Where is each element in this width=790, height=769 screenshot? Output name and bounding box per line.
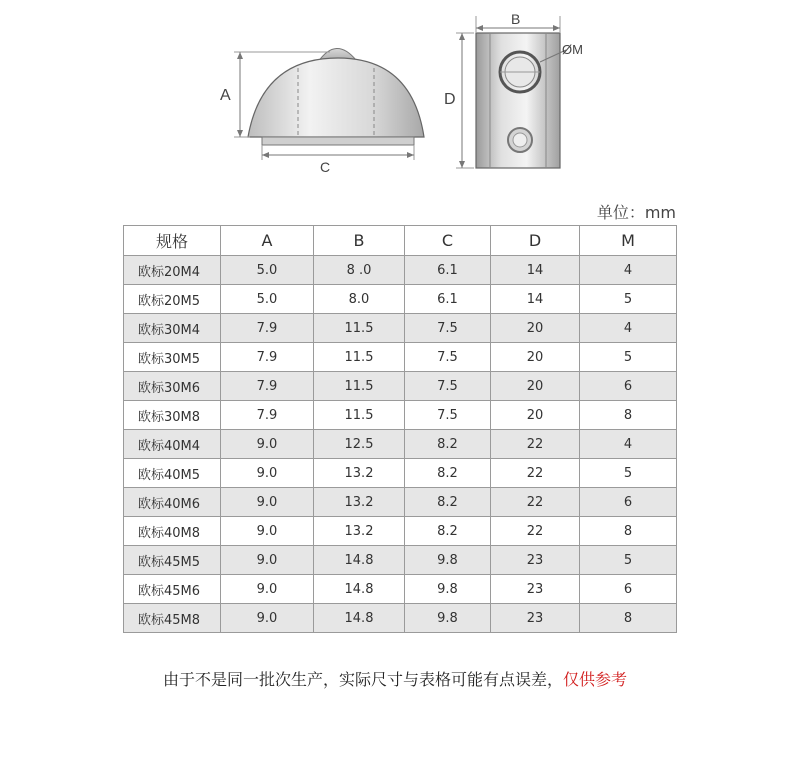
disclaimer-highlight: 仅供参考 xyxy=(563,670,628,689)
dome-body xyxy=(248,58,424,137)
cell-m: 6 xyxy=(580,488,677,517)
cell-m: 5 xyxy=(580,285,677,314)
header-b: B xyxy=(314,226,405,256)
cell-m: 6 xyxy=(580,575,677,604)
table-row xyxy=(124,517,677,546)
cell-a: 9.0 xyxy=(221,430,314,459)
table-row xyxy=(124,372,677,401)
cell-c: 9.8 xyxy=(405,604,491,633)
cell-m: 5 xyxy=(580,343,677,372)
table-row xyxy=(124,546,677,575)
side-view xyxy=(220,48,424,175)
cell-m: 5 xyxy=(580,459,677,488)
cell-c: 7.5 xyxy=(405,343,491,372)
cell-spec: 欧标30M5 xyxy=(124,343,221,372)
cell-spec: 欧标40M6 xyxy=(124,488,221,517)
cell-c: 7.5 xyxy=(405,314,491,343)
cell-c: 6.1 xyxy=(405,285,491,314)
cell-m: 8 xyxy=(580,604,677,633)
cell-a: 9.0 xyxy=(221,488,314,517)
cell-b: 12.5 xyxy=(314,430,405,459)
table-row xyxy=(124,488,677,517)
cell-m: 8 xyxy=(580,517,677,546)
cell-a: 5.0 xyxy=(221,256,314,285)
front-view xyxy=(444,11,583,168)
cell-spec: 欧标45M6 xyxy=(124,575,221,604)
cell-a: 9.0 xyxy=(221,575,314,604)
cell-b: 14.8 xyxy=(314,575,405,604)
label-m: ØM xyxy=(562,42,583,57)
cell-spec: 欧标40M5 xyxy=(124,459,221,488)
cell-c: 8.2 xyxy=(405,459,491,488)
cell-spec: 欧标30M6 xyxy=(124,372,221,401)
cell-b: 11.5 xyxy=(314,314,405,343)
cell-c: 8.2 xyxy=(405,517,491,546)
cell-d: 22 xyxy=(491,459,580,488)
cell-d: 22 xyxy=(491,430,580,459)
cell-c: 7.5 xyxy=(405,372,491,401)
cell-a: 5.0 xyxy=(221,285,314,314)
table-row xyxy=(124,459,677,488)
header-a: A xyxy=(221,226,314,256)
header-spec: 规格 xyxy=(124,226,221,256)
label-c: C xyxy=(320,159,331,175)
table-row xyxy=(124,401,677,430)
cell-c: 9.8 xyxy=(405,575,491,604)
cell-spec: 欧标30M4 xyxy=(124,314,221,343)
cell-d: 14 xyxy=(491,285,580,314)
cell-a: 7.9 xyxy=(221,343,314,372)
cell-d: 23 xyxy=(491,546,580,575)
cell-d: 20 xyxy=(491,314,580,343)
cell-a: 9.0 xyxy=(221,546,314,575)
table-row xyxy=(124,575,677,604)
cell-m: 8 xyxy=(580,401,677,430)
cell-b: 8 .0 xyxy=(314,256,405,285)
cell-m: 5 xyxy=(580,546,677,575)
cell-spec: 欧标45M5 xyxy=(124,546,221,575)
cell-spec: 欧标20M4 xyxy=(124,256,221,285)
cell-d: 20 xyxy=(491,372,580,401)
cell-b: 14.8 xyxy=(314,604,405,633)
cell-b: 11.5 xyxy=(314,372,405,401)
cell-d: 22 xyxy=(491,488,580,517)
cell-d: 20 xyxy=(491,343,580,372)
cell-a: 9.0 xyxy=(221,459,314,488)
label-b: B xyxy=(511,11,521,27)
table-row xyxy=(124,285,677,314)
cell-m: 4 xyxy=(580,430,677,459)
cell-a: 9.0 xyxy=(221,604,314,633)
disclaimer-text: 由于不是同一批次生产，实际尺寸与表格可能有点误差， xyxy=(162,670,563,689)
cell-m: 6 xyxy=(580,372,677,401)
cell-m: 4 xyxy=(580,256,677,285)
spec-table xyxy=(123,225,677,633)
table-row xyxy=(124,604,677,633)
cell-a: 7.9 xyxy=(221,314,314,343)
dimension-diagram xyxy=(0,0,790,200)
cell-a: 9.0 xyxy=(221,517,314,546)
cell-b: 13.2 xyxy=(314,517,405,546)
cell-b: 8.0 xyxy=(314,285,405,314)
cell-spec: 欧标40M8 xyxy=(124,517,221,546)
cell-c: 8.2 xyxy=(405,488,491,517)
cell-c: 6.1 xyxy=(405,256,491,285)
cell-spec: 欧标40M4 xyxy=(124,430,221,459)
cell-d: 23 xyxy=(491,604,580,633)
cell-spec: 欧标20M5 xyxy=(124,285,221,314)
cell-d: 23 xyxy=(491,575,580,604)
cell-c: 7.5 xyxy=(405,401,491,430)
cell-a: 7.9 xyxy=(221,372,314,401)
cell-b: 13.2 xyxy=(314,459,405,488)
header-d: D xyxy=(491,226,580,256)
cell-d: 20 xyxy=(491,401,580,430)
table-row xyxy=(124,256,677,285)
cell-d: 14 xyxy=(491,256,580,285)
cell-c: 8.2 xyxy=(405,430,491,459)
disclaimer-note xyxy=(0,667,790,690)
table-row xyxy=(124,314,677,343)
cell-b: 11.5 xyxy=(314,401,405,430)
unit-label: 单位：mm xyxy=(596,203,676,222)
table-row xyxy=(124,430,677,459)
cell-b: 14.8 xyxy=(314,546,405,575)
table-header-row xyxy=(124,226,677,256)
cell-a: 7.9 xyxy=(221,401,314,430)
cell-spec: 欧标30M8 xyxy=(124,401,221,430)
cell-b: 13.2 xyxy=(314,488,405,517)
dome-base xyxy=(262,137,414,145)
header-m: M xyxy=(580,226,677,256)
label-d: D xyxy=(444,91,456,108)
cell-c: 9.8 xyxy=(405,546,491,575)
cell-m: 4 xyxy=(580,314,677,343)
label-a: A xyxy=(220,87,231,104)
cell-b: 11.5 xyxy=(314,343,405,372)
cell-d: 22 xyxy=(491,517,580,546)
header-c: C xyxy=(405,226,491,256)
cell-spec: 欧标45M8 xyxy=(124,604,221,633)
table-row xyxy=(124,343,677,372)
